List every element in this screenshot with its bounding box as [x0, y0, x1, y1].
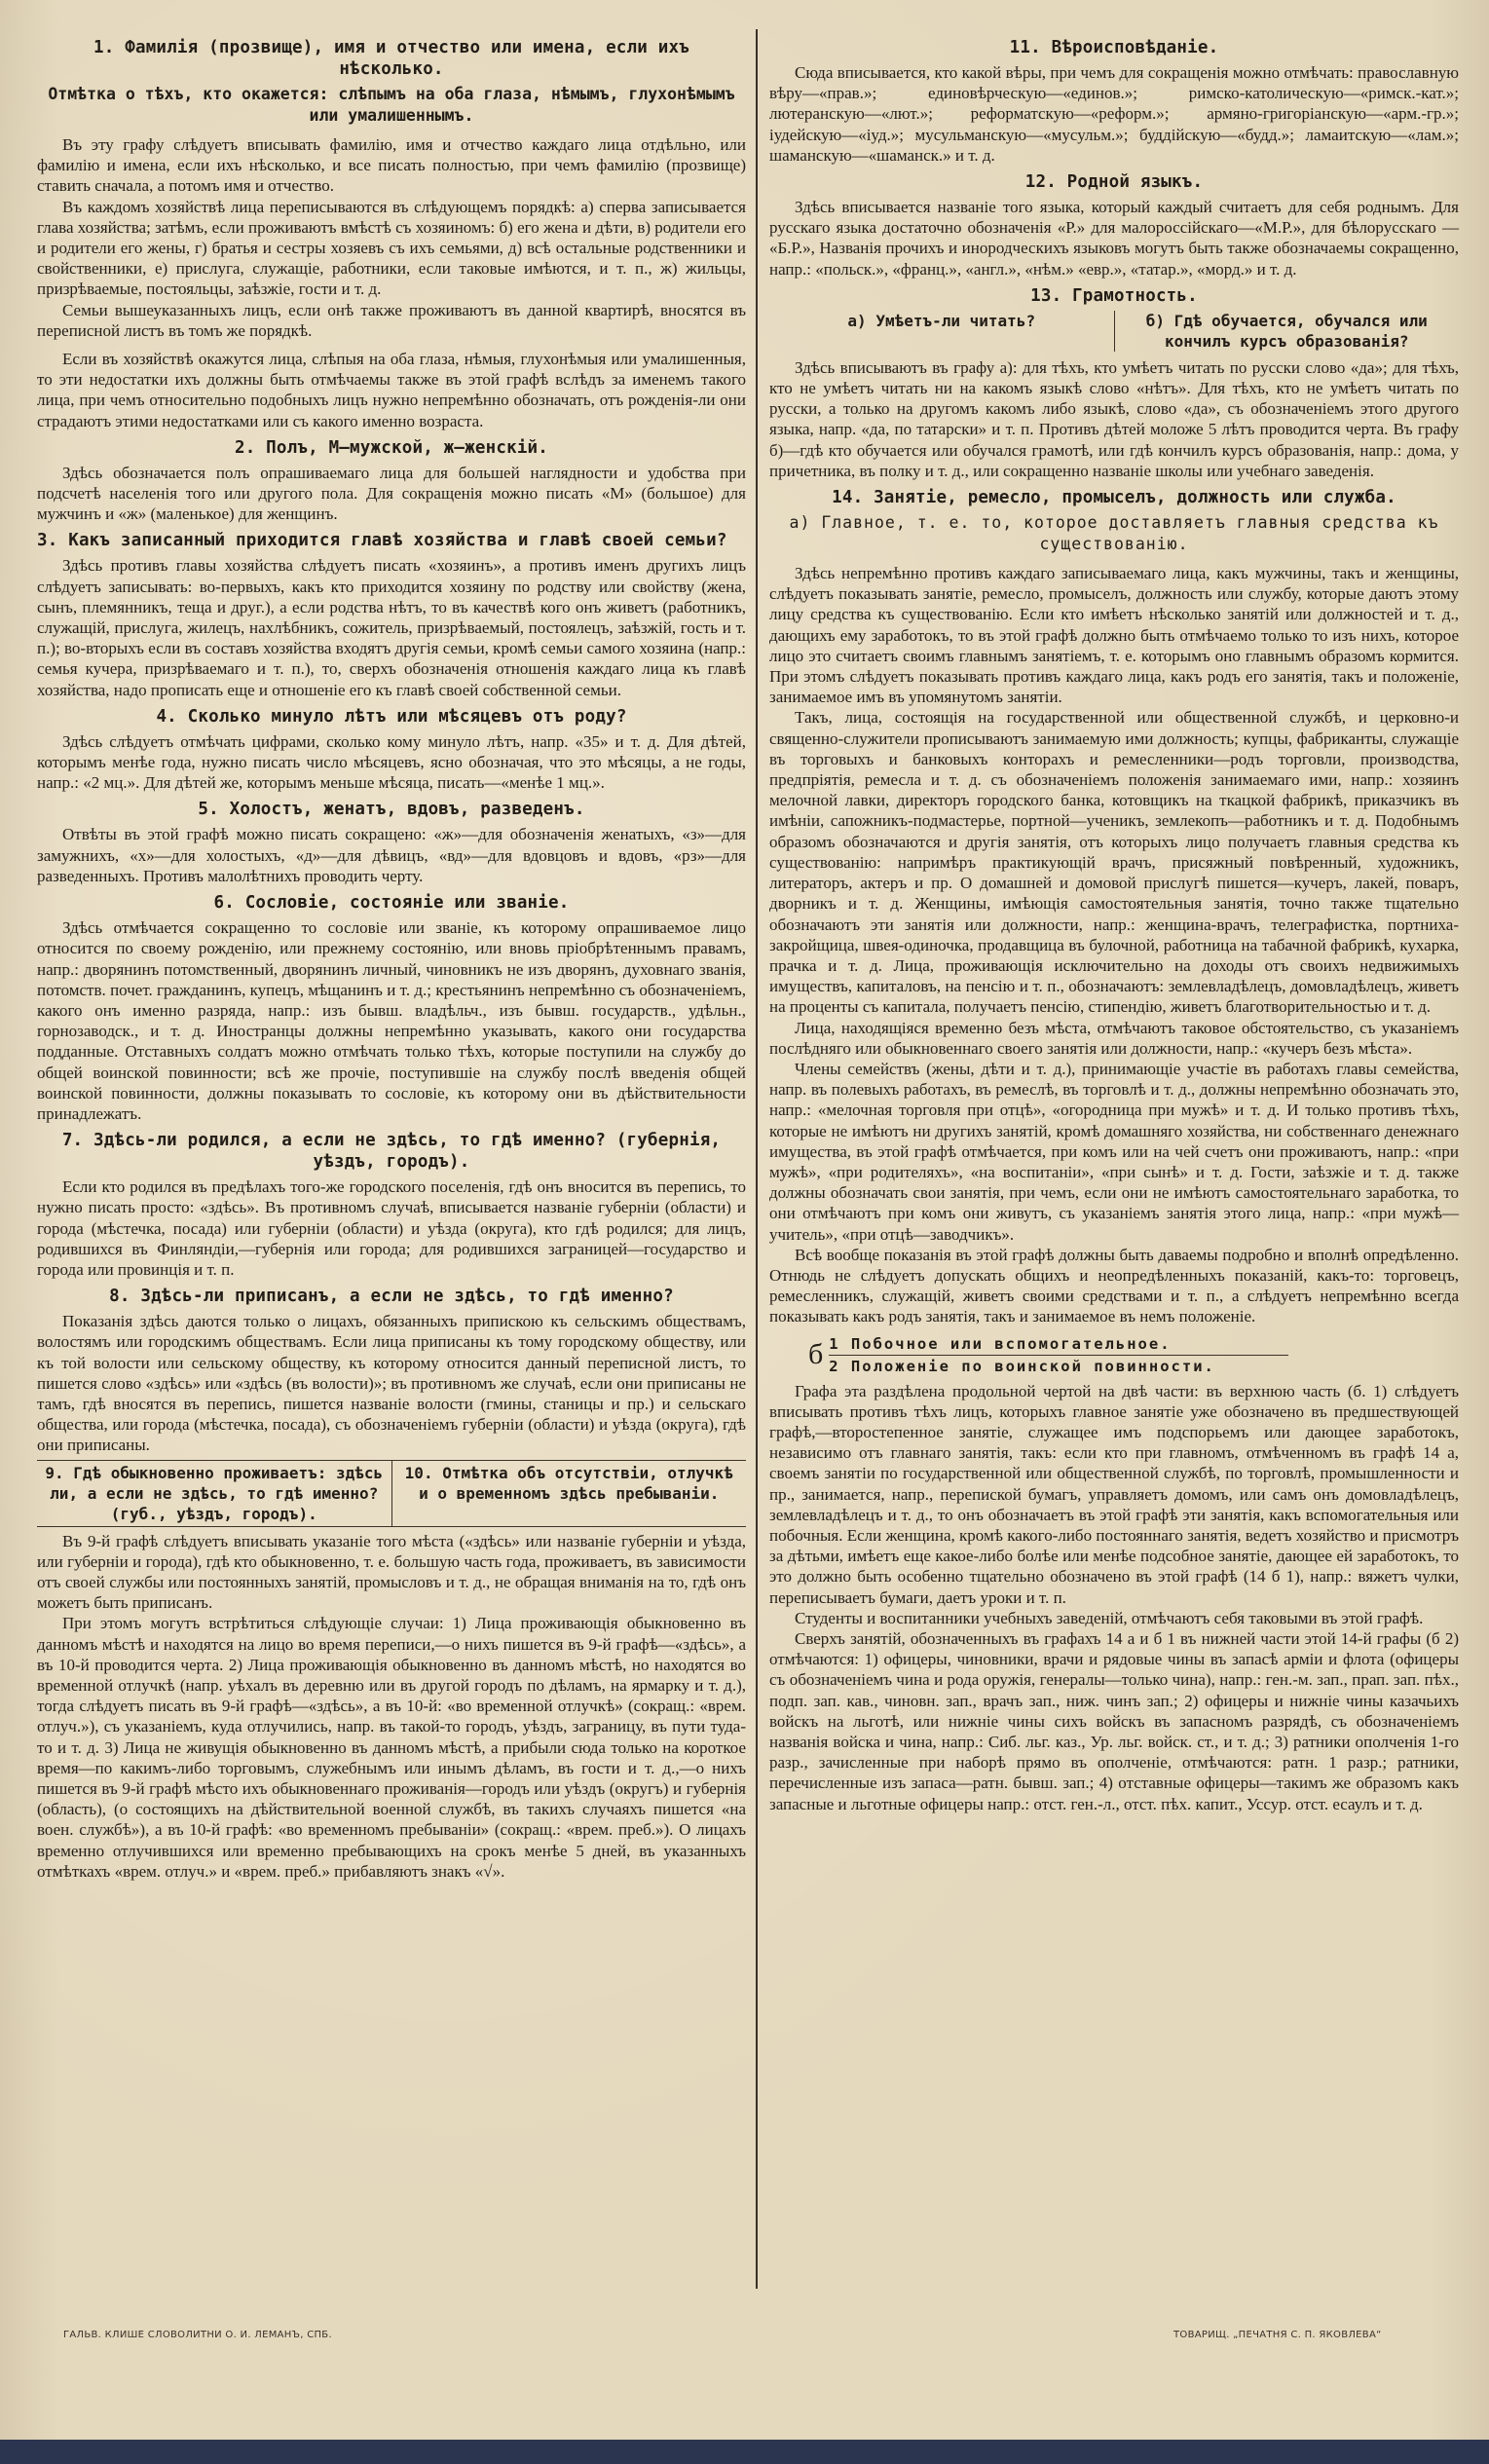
paragraph: Лица, находящіяся временно безъ мѣста, отмѣчаютъ таковое обстоятельство, съ указаніемъ послѣдняго или обыкновеннаго своего занятія или должности, напр.: «кучеръ безъ мѣста».	[769, 1018, 1459, 1058]
section-5-title: 5. Холостъ, женатъ, вдовъ, разведенъ.	[198, 800, 585, 820]
paragraph: Сверхъ занятій, обозначенныхъ въ графахъ 14 а и б 1 въ нижней части этой 14-й графы (б 2) отмѣчаются: 1) офицеры, чиновники, врачи и рядовые чины въ запасѣ арміи и флота (офицеры съ обозначеніемъ чина и рода оружія, генералы—только чина), напр.: ген.-м. зап., прап. зап. пѣх., подп. зап. кав., чиновн. зап., врачъ зап., ниж. чинъ зап.; 2) офицеры и нижніе чины казачьихъ войскъ на льготѣ, или нижніе чины сихъ войскъ въ запасномъ разрядѣ, съ обозначеніемъ названія войска и чина, напр.: Сиб. льг. каз., Ур. льг. войск. ст., и т. д.; 3) ратники ополченія 1-го разр., зачисленные при наборѣ прямо въ ополченіе, отмѣчаются: ратн. 1 разр.; ратники, перечисленные изъ запаса—ратн. бывш. зап.; 4) отставные офицеры—такимъ же образомъ какъ запасные и льготные офицеры напр.: отст. ген.-л., отст. пѣх. капит., Уссур. отст. есаулъ и т. д.	[769, 1629, 1459, 1813]
sections-9-10-header	[37, 1460, 746, 1527]
paragraph: При этомъ могутъ встрѣтиться слѣдующіе случаи: 1) Лица проживающія обыкновенно въ данномъ мѣстѣ и находятся на лицо во время переписи,—о нихъ пишется въ 9-й графѣ—«здѣсь», а въ 10-й проводится черта. 2) Лица проживающія обыкновенно въ данномъ мѣстѣ, но находятся во временной отлучкѣ (напр. уѣхалъ въ деревню или въ другой городъ по дѣламъ, на ярмарку и т. д.), тогда слѣдуетъ писать въ 9-й графѣ—«здѣсь», а въ 10-й: «во временной отлучкѣ» (сокращ.: «врем. отлуч.»), съ указаніемъ, куда отлучились, напр. въ такой-то городъ, уѣздъ, заграницу, въ пути туда-то и т. д. 3) Лица не живущія обыкновенно въ данномъ мѣстѣ, а прибыли сюда только на короткое время—по какимъ-либо торговымъ, служебнымъ или инымъ дѣламъ, въ гости и т. д.,—о нихъ пишется въ 9-й графѣ мѣсто ихъ обыкновеннаго проживанія—городъ или уѣздъ (округъ) и губернія (область), (о состоящихъ на дѣйствительной военной службѣ, въ такихъ случаяхъ пишется «на воен. службѣ»), а въ 10-й графѣ: «во временномъ пребываніи» (сокращ.: «врем. преб.»). О лицахъ временно отлучившихся или временно пребывающихъ на срокъ менѣе 5 дней, въ указанныхъ отмѣткахъ «врем. отлуч.» и «врем. преб.» прибавляютъ знакъ «√».	[37, 1614, 746, 1881]
section-13b-title: б) Гдѣ обучается, обучался или кончилъ курсъ образованія?	[1114, 311, 1460, 352]
section-1-title: 1. Фамилія (прозвище), имя и отчество или имена, если ихъ нѣсколько.	[93, 38, 689, 79]
paragraph: Члены семействъ (жены, дѣти и т. д.), принимающіе участіе въ работахъ главы семейства, напр. въ полевыхъ работахъ, въ ремеслѣ, въ торговлѣ и т. д., должны непремѣнно обозначать это, напр.: «мелочная торговля при отцѣ», «огородница при мужѣ» и т. д. И только противъ тѣхъ, которые не имѣютъ ни другихъ занятій, кромѣ домашняго хозяйства, ни собственнаго денежнаго имущества, въ этой графѣ отмѣчается, при комъ или на чей счетъ они проживаютъ, напр.: «при мужѣ», «при родителяхъ», «на воспитаніи», «при сынѣ» и т. д. Гости, заѣзжіе и т. д. также должны обозначать свои занятія, при чемъ, если они не имѣютъ самостоятельнаго заработка, то они отмѣчаютъ при комъ они живутъ, съ указаніемъ занятія этого лица, напр.: «при мужѣ—учитель», «при отцѣ—заводчикъ».	[769, 1059, 1459, 1244]
paragraph: Если въ хозяйствѣ окажутся лица, слѣпыя на оба глаза, нѣмыя, глухонѣмыя или умалишенныя, то эти недостатки ихъ должны быть отмѣчаемы также въ этой графѣ вслѣдъ за именемъ такого лица, при чемъ относительно подобныхъ лицъ нужно непремѣнно обозначать, отъ рожденія-ли они страдаютъ этими недостатками или съ какого именно возраста.	[37, 350, 746, 430]
section-10-title: 10. Отмѣтка объ отсутствіи, отлучкѣ и о временномъ здѣсь пребываніи.	[391, 1461, 747, 1526]
paragraph: Показанія здѣсь даются только о лицахъ, обязанныхъ припискою къ сельскимъ обществамъ, волостямъ или городскимъ обществамъ. Если лица приписаны къ тому городскому обществу, или къ той волости или сельскому обществу, къ которому относится данный переписной листъ, то пишется слово «здѣсь» или «здѣсь (въ волости)»; въ противномъ же случаѣ, если они приписаны не тамъ, гдѣ вносятся въ перепись, пишется названіе волости (гмины, станицы и пр.) и сельскаго общества, или города (мѣстечка, посада), съ обозначеніемъ губерніи (области) и уѣзда (округа), гдѣ они приписаны.	[37, 1312, 746, 1455]
section-9-title: 9. Гдѣ обыкновенно проживаетъ: здѣсь ли, а если не здѣсь, то гдѣ именно? (губ., уѣздъ, городъ).	[45, 1463, 384, 1523]
section-8-title: 8. Здѣсь-ли приписанъ, а если не здѣсь, то гдѣ именно?	[109, 1287, 674, 1307]
section-3-title: 3. Какъ записанный приходится главѣ хозяйства и главѣ своей семьи?	[37, 531, 727, 551]
paragraph: Въ каждомъ хозяйствѣ лица переписываются въ слѣдующемъ порядкѣ: а) сперва записывается глава хозяйства; затѣмъ, если проживаютъ вмѣстѣ съ хозяиномъ: б) его жена и дѣти, в) родители его и родители его жены, г) братья и сестры хозяевъ съ ихъ семьями, д) всѣ остальные родственники и свойственники, е) прислуга, служащіе, работники, если таковые имѣются, и т. п., ж) жильцы, призрѣваемые, постояльцы, заѣзжіе, гости и т. д.	[37, 197, 746, 299]
paragraph: Въ эту графу слѣдуетъ вписывать фамилію, имя и отчество каждаго лица отдѣльно, или фамилію и имена, если ихъ нѣсколько, и все писать полностью, при чемъ фамилію (прозвище) ставить сначала, а потомъ имя и отчество.	[37, 135, 746, 196]
paragraph: Здѣсь отмѣчается сокращенно то сословіе или званіе, къ которому опрашиваемое лицо относится по своему рожденію, или прежнему состоянію, или вновь пріобрѣтеннымъ правамъ, напр.: дворянинъ потомственный, дворянинъ личный, чиновникъ не изъ дворянъ, духовнаго званія, потомств. почет. гражданинъ, купецъ, мѣщанинъ и т. д.; крестьянинъ непремѣнно съ обозначеніемъ, какого онъ именно разряда, напр.: изъ бывш. владѣльч., изъ бывш. государств., удѣльн., горнозаводск., и т. д. Иностранцы должны непремѣнно указывать, какого они государства подданные. Отставныхъ солдатъ можно отмѣчать только тѣхъ, которые поступили на службу до общей воинской повинности; всѣ же прочіе, поступившіе на службу послѣ введенія общей воинской повинности, должны показывать то сословіе, къ которому они въ дѣйствительности принадлежатъ.	[37, 918, 746, 1123]
right-column	[769, 31, 1459, 1814]
paragraph: Всѣ вообще показанія въ этой графѣ должны быть даваемы подробно и вполнѣ опредѣленно. Отнюдь не слѣдуетъ допускать общихъ и неопредѣленныхъ показаній, какъ-то: торговецъ, ремесленникъ, служащій, живетъ своими средствами и т. п., а слѣдуетъ непремѣнно всегда показывать какъ родъ занятія, такъ и занимаемое въ немъ положеніе.	[769, 1245, 1459, 1326]
paragraph: Здѣсь вписывается названіе того языка, который каждый считаетъ для себя роднымъ. Для русскаго языка достаточно обозначенія «Р.» для малороссійскаго—«М.Р.», для бѣлорусскаго — «Б.Р.», Названія прочихъ и инородческихъ языковъ могутъ быть также обозначаемы сокращенно, напр.: «польск.», «франц.», «англ.», «нѣм.» «евр.», «татар.», «морд.» и т. д.	[769, 198, 1459, 279]
section-2-title: 2. Полъ, М—мужской, ж—женскій.	[234, 437, 549, 458]
section-1-subtitle: Отмѣтка о тѣхъ, кто окажется: слѣпымъ на оба глаза, нѣмымъ, глухонѣмымъ или умалишеннымъ.	[48, 85, 735, 125]
section-13-subheaders	[769, 311, 1459, 352]
section-14b1-title: 1 Побочное или вспомогательное.	[829, 1333, 1287, 1356]
paragraph: Здѣсь слѣдуетъ отмѣчать цифрами, сколько кому минуло лѣтъ, напр. «35» и т. д. Для дѣтей, которымъ менѣе года, нужно писать число мѣсяцевъ, ясно обозначая, что это мѣсяцы, а не годы, напр.: «2 мц.». Для дѣтей же, которымъ меньше мѣсяца, писать—«менѣе 1 мц.».	[37, 731, 746, 793]
paragraph: Въ 9-й графѣ слѣдуетъ вписывать указаніе того мѣста («здѣсь» или названіе губерніи и уѣзда, или губерніи и города), гдѣ кто обыкновенно, т. е. большую часть года, проживаетъ, въ зависимости отъ своей службы или постоянныхъ занятій, промысловъ и т. д., не обращая вниманія на то, гдѣ онъ можетъ быть приписанъ.	[37, 1531, 746, 1613]
paragraph: Здѣсь обозначается полъ опрашиваемаго лица для большей наглядности и удобства при подсчетѣ населенія того или другого пола. Для сокращенія можно писать «М» (большое) для мужчинъ и «ж» (маленькое) для женщинъ.	[37, 463, 746, 524]
paragraph: Отвѣты въ этой графѣ можно писать сокращено: «ж»—для обозначенія женатыхъ, «з»—для замужнихъ, «х»—для холостыхъ, «д»—для дѣвицъ, «вд»—для вдовцовъ и вдовъ, «рз»—для разведенныхъ. Противъ малолѣтнихъ проводить черту.	[37, 825, 746, 885]
paragraph: Такъ, лица, состоящія на государственной или общественной службѣ, и церковно-и священно-служители прописываютъ занимаемую ими должность; купцы, фабриканты, служащіе въ торговыхъ и банковыхъ конторахъ и ремесленники—родъ торговли, производства, предпріятія, ремесла и т. д. съ обозначеніемъ положенія занимаемаго ими, напр.: хозяинъ мелочной лавки, директоръ городского банка, котовщикъ на ткацкой фабрикѣ, приказчикъ въ имѣніи, сапожникъ-подмастерье, портной—ученикъ, землекопъ—работникъ и т. д. Подобнымъ образомъ обозначаются и другія занятія, отъ которыхъ лицо получаетъ главныя средства къ существованію: напримѣръ практикующій врачъ, присяжный повѣренный, художникъ, литераторъ, актеръ и пр. О домашней и домовой прислугѣ пишется—кучеръ, лакей, поваръ, дворникъ и т. д. Женщины, имѣющія самостоятельныя занятія, точно также тщательно обозначаютъ эти занятія или должности, напр.: женщина-врачъ, телеграфистка, портниха-закройщица, швея-одиночка, продавщица въ булочной, работница на табачной фабрикѣ, кухарка, прачка и т. д. Лица, проживающія исключительно на доходы отъ своихъ недвижимыхъ имуществъ, капиталовъ, на пенсію и т. п., обозначаютъ: землевладѣлецъ, домовладѣлецъ, живетъ на проценты съ капитала, получаетъ пенсію, стипендію, живетъ благотворительностью и т. д.	[769, 708, 1459, 1017]
section-11-title: 11. Вѣроисповѣданіе.	[1009, 38, 1219, 57]
section-7-title: 7. Здѣсь-ли родился, а если не здѣсь, то гдѣ именно? (губернія, уѣздъ, городъ).	[61, 1131, 722, 1173]
section-13-title: 13. Грамотность.	[1030, 285, 1198, 306]
section-6-title: 6. Сословіе, состояніе или званіе.	[213, 893, 570, 914]
paragraph: Здѣсь непремѣнно противъ каждаго записываемаго лица, какъ мужчины, такъ и женщины, слѣдуетъ показывать занятіе, ремесло, промыселъ, должность или службу, которые даютъ этому лицу средства къ существованію. Если кто имѣетъ нѣсколько занятій или должностей и т. д., дающихъ ему заработокъ, то въ этой графѣ должно быть отмѣчаемо только то изъ нихъ, которое лицо это считаетъ своимъ главнымъ занятіемъ, т. е. которымъ оно главнымъ образомъ кормится. При этомъ слѣдуетъ показывать противъ каждаго лица, какъ родъ его занятія, такъ и положеніе, занимаемое имъ въ упомянутомъ занятіи.	[769, 564, 1459, 707]
paragraph: Здѣсь вписываютъ въ графу а): для тѣхъ, кто умѣетъ читать по русски слово «да»; для тѣхъ, кто не умѣетъ читать ни на какомъ языкѣ слово «нѣтъ». Для тѣхъ, кто не умѣетъ читать по русски, а только на другомъ какомъ либо языкѣ, слово «да», съ обозначеніемъ этого другого языка, напр. «да, по татарски» и т. п. Противъ дѣтей моложе 5 лѣтъ проводится черта. Въ графу б)—гдѣ кто обучается или обучался грамотѣ, или гдѣ кончилъ курсъ образованія, напр.: дома, у причетника, въ полку и т. д., или сокращенно названіе школы или учебнаго заведенія.	[769, 357, 1459, 480]
footer-left-imprint: ГАЛЬВ. КЛИШЕ СЛОВОЛИТНИ О. И. ЛЕМАНЪ, СПБ.	[63, 2330, 332, 2340]
footer-right-imprint: ТОВАРИЩ. „ПЕЧАТНЯ С. П. ЯКОВЛЕВА“	[1173, 2330, 1382, 2340]
paragraph: Студенты и воспитанники учебныхъ заведеній, отмѣчаютъ себя таковыми въ этой графѣ.	[795, 1608, 1424, 1627]
paragraph: Семьи вышеуказанныхъ лицъ, если онѣ также проживаютъ въ данной квартирѣ, вносятся въ переписной листъ въ томъ же порядкѣ.	[37, 300, 746, 340]
section-13a-title: а) Умѣетъ-ли читать?	[847, 311, 1036, 330]
paragraph: Графа эта раздѣлена продольной чертой на двѣ части: въ верхнюю часть (б. 1) слѣдуетъ вписывать противъ тѣхъ лицъ, которыхъ главное занятіе уже обозначено въ предшествующей графѣ,—второстепенное занятіе, служащее имъ подспорьемъ или дающее заработокъ, независимо отъ главнаго занятія, такъ: если кто при главномъ, отмѣченномъ въ графѣ 14 а, своемъ занятіи по государственной или общественной службѣ, по торговлѣ, промышленности и пр., занимается, напр., перепиской бумагъ, управляетъ домомъ, или самъ онъ домовладѣлецъ, землевладѣлецъ и т. д., то онъ обозначаетъ въ этой графѣ эти занятія, какъ вспомогательныя или побочныя. Если женщина, кромѣ какого-либо постояннаго занятія, ведетъ хозяйство и присмотръ за дѣтьми, имѣетъ еще какое-либо болѣе или менѣе подсобное занятіе, дающее ей заработокъ, то это должно быть особенно тщательно обозначено въ этой графѣ (14 б 1), напр.: вяжетъ чулки, переписываетъ бумаги, даетъ уроки и т. п.	[769, 1381, 1459, 1607]
column-divider	[756, 29, 758, 2289]
paragraph: Сюда вписывается, кто какой вѣры, при чемъ для сокращенія можно отмѣчать: православную вѣру—«прав.»; единовѣрческую—«единов.»; римско-католическую—«римск.-кат.»; лютеранскую—«лют.»; реформатскую—«реформ.»; армяно-григоріанскую—«арм.-гр.»; іудейскую—«іуд.»; мусульманскую—«мусульм.»; буддійскую—«будд.»; ламаитскую—«лам.»; шаманскую—«шаманск.» и т. д.	[769, 63, 1459, 165]
section-14b2-title: 2 Положеніе по воинской повинности.	[829, 1357, 1215, 1375]
section-14b-header	[808, 1333, 1459, 1377]
section-4-title: 4. Сколько минуло лѣтъ или мѣсяцевъ отъ роду?	[156, 706, 627, 727]
paragraph: Здѣсь противъ главы хозяйства слѣдуетъ писать «хозяинъ», а противъ именъ другихъ лицъ слѣдуетъ записывать: во-первыхъ, какъ кто приходится хозяину по родству или свойству (жена, сынъ, племянникъ, теща и друг.), а если родства нѣтъ, то въ качествѣ кого онъ живетъ (работникъ, служащій, прислуга, жилецъ, нахлѣбникъ, сожитель, призрѣваемый, постоялецъ, заѣзжій, гость и т. п.); во-вторыхъ если въ составъ хозяйства входятъ другія семьи, кромѣ семьи самого хозяина (напр.: семья кучера, призрѣваемаго и т. п.), то, сверхъ обозначенія отношенія каждаго лица къ главѣ хозяйства, надо прописать еще и отношеніе его къ главѣ своей собственной семьи.	[37, 556, 746, 699]
section-14b-letter: б	[808, 1338, 824, 1371]
left-column	[37, 31, 746, 1882]
section-14a-title: а) Главное, т. е. то, которое доставляетъ главныя средства къ существованію.	[789, 513, 1439, 554]
section-14-title: 14. Занятіе, ремесло, промыселъ, должность или служба.	[832, 488, 1396, 508]
section-12-title: 12. Родной языкъ.	[1024, 172, 1204, 193]
paragraph: Если кто родился въ предѣлахъ того-же городского поселенія, гдѣ онъ вносится въ перепись, то нужно писать просто: «здѣсь». Въ противномъ случаѣ, вписывается названіе губерніи (области) и города (мѣстечка, посада) или губерніи (области) и уѣзда (округа), кто гдѣ родился; для лицъ, родившихся въ Финляндіи,—губернія или города; для родившихся заграницей—государство и города или провинція и т. п.	[37, 1177, 746, 1279]
